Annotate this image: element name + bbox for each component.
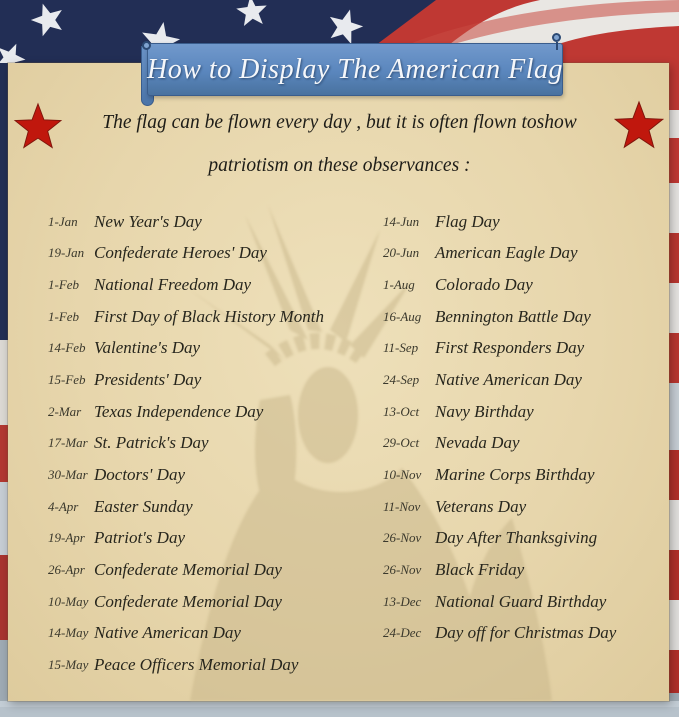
item-label: Confederate Heroes' Day — [94, 243, 267, 263]
intro-line-2: patriotism on these observances : — [208, 155, 471, 176]
item-date: 19-Apr — [48, 530, 85, 546]
item-date: 24-Sep — [383, 372, 420, 388]
item-label: Bennington Battle Day — [435, 306, 591, 326]
item-date: 16-Aug — [383, 308, 422, 324]
item-date: 26-Nov — [383, 530, 422, 546]
banner-curl-right-icon — [552, 33, 561, 42]
item-date: 11-Nov — [383, 498, 421, 514]
item-label: National Guard Birthday — [435, 591, 607, 611]
page-title: How to Display The American Flag — [147, 53, 564, 85]
item-label: Day off for Christmas Day — [435, 623, 617, 643]
list-item — [383, 269, 675, 301]
item-label: Easter Sunday — [94, 496, 193, 516]
item-date: 10-May — [48, 593, 89, 609]
item-date: 30-Mar — [48, 466, 88, 482]
item-date: 26-Apr — [48, 561, 85, 577]
item-date: 13-Oct — [383, 403, 420, 419]
list-item — [383, 586, 675, 618]
title-banner — [147, 43, 563, 96]
item-date: 14-May — [48, 625, 89, 641]
item-label: Day After Thanksgiving — [435, 528, 598, 548]
item-label: Native American Day — [94, 623, 241, 643]
item-label: Native American Day — [435, 370, 582, 390]
item-label: American Eagle Day — [435, 243, 578, 263]
list-item — [48, 459, 360, 491]
intro-line-1: The flag can be flown every day , but it is often flown toshow — [102, 112, 577, 133]
list-item — [383, 617, 675, 649]
list-item — [383, 554, 675, 586]
banner-curl-left-icon — [142, 41, 151, 50]
item-label: Marine Corps Birthday — [435, 464, 595, 484]
item-label: First Responders Day — [435, 338, 585, 358]
list-item — [48, 269, 360, 301]
item-label: Peace Officers Memorial Day — [94, 654, 299, 674]
item-date: 4-Apr — [48, 498, 79, 514]
item-label: Black Friday — [435, 559, 525, 579]
list-item — [48, 333, 360, 365]
item-date: 19-Jan — [48, 245, 85, 261]
item-date: 1-Feb — [48, 308, 80, 324]
item-date: 14-Feb — [48, 340, 86, 356]
item-date: 20-Jun — [383, 245, 420, 261]
item-date: 15-Feb — [48, 372, 86, 388]
item-date: 1-Aug — [383, 277, 415, 293]
flag-bottom-highlight — [0, 701, 679, 707]
list-item — [48, 586, 360, 618]
item-label: Presidents' Day — [94, 370, 202, 390]
item-label: First Day of Black History Month — [94, 306, 324, 326]
list-item — [383, 459, 675, 491]
list-item — [48, 301, 360, 333]
list-item — [383, 301, 675, 333]
item-date: 29-Oct — [383, 435, 420, 451]
list-item — [48, 554, 360, 586]
list-item — [48, 238, 360, 270]
item-label: Nevada Day — [435, 433, 520, 453]
item-label: Valentine's Day — [94, 338, 201, 358]
item-date: 15-May — [48, 656, 89, 672]
item-label: Navy Birthday — [435, 401, 534, 421]
item-date: 13-Dec — [383, 593, 422, 609]
item-label: Colorado Day — [435, 275, 533, 295]
list-item — [383, 491, 675, 523]
list-item — [48, 522, 360, 554]
list-item — [383, 206, 675, 238]
list-item — [383, 364, 675, 396]
list-item — [48, 427, 360, 459]
item-label: Texas Independence Day — [94, 401, 264, 421]
observances-column-right — [383, 206, 675, 649]
item-date: 26-Nov — [383, 561, 422, 577]
item-date: 17-Mar — [48, 435, 88, 451]
list-item — [48, 364, 360, 396]
list-item — [48, 206, 360, 238]
item-date: 1-Feb — [48, 277, 80, 293]
item-date: 11-Sep — [383, 340, 419, 356]
item-date: 10-Nov — [383, 466, 422, 482]
observances-column-left — [48, 206, 360, 681]
list-item — [48, 617, 360, 649]
item-label: Patriot's Day — [94, 528, 185, 548]
item-label: New Year's Day — [94, 211, 202, 231]
item-date: 2-Mar — [48, 403, 82, 419]
item-label: St. Patrick's Day — [94, 433, 209, 453]
item-label: Veterans Day — [435, 496, 527, 516]
item-date: 24-Dec — [383, 625, 422, 641]
list-item — [383, 522, 675, 554]
list-item — [383, 238, 675, 270]
item-date: 14-Jun — [383, 213, 420, 229]
item-label: Confederate Memorial Day — [94, 591, 282, 611]
item-label: Flag Day — [435, 211, 500, 231]
list-item — [383, 427, 675, 459]
list-item — [48, 649, 360, 681]
list-item — [383, 396, 675, 428]
item-label: Doctors' Day — [94, 464, 185, 484]
item-label: Confederate Memorial Day — [94, 559, 282, 579]
list-item — [48, 396, 360, 428]
list-item — [48, 491, 360, 523]
item-label: National Freedom Day — [94, 275, 252, 295]
list-item — [383, 333, 675, 365]
item-date: 1-Jan — [48, 213, 78, 229]
